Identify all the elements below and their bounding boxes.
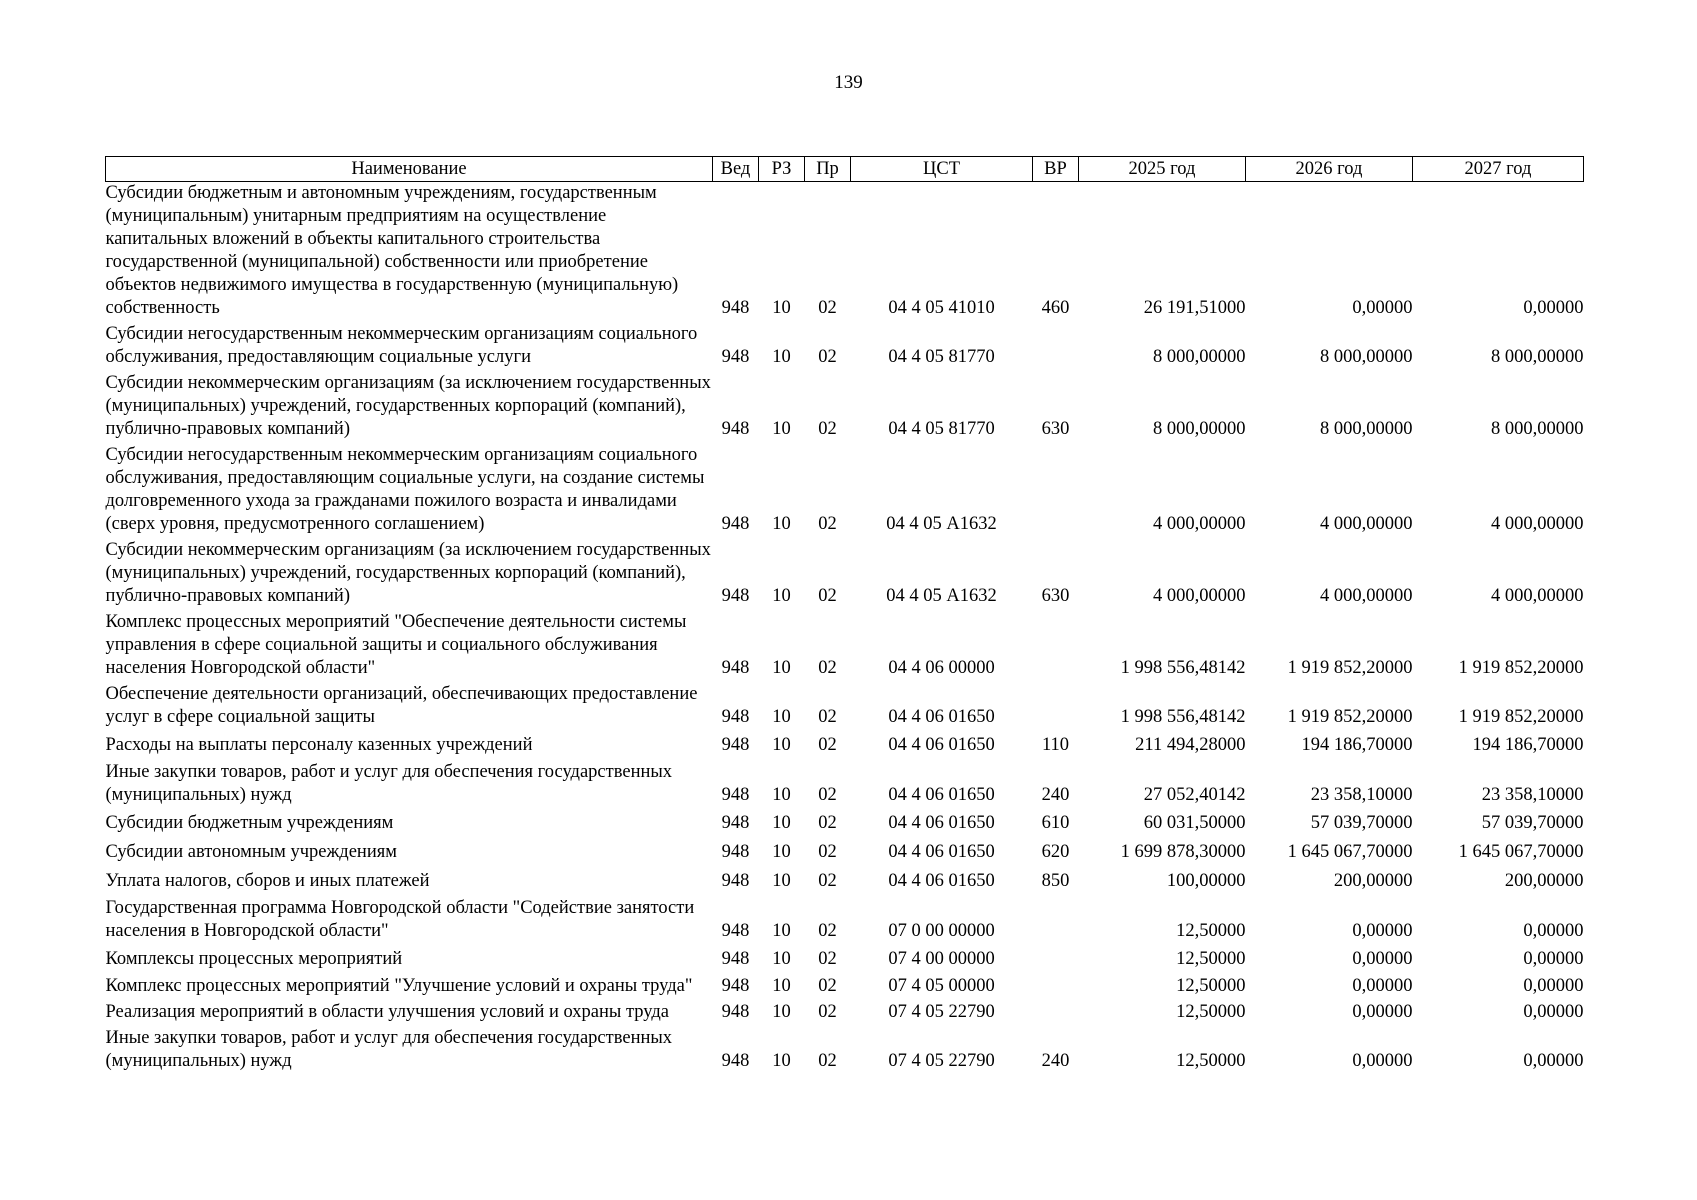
row-vr: [1033, 897, 1079, 946]
row-value-2025: 8 000,00000: [1153, 419, 1246, 439]
row-value-2026: 0,00000: [1352, 921, 1413, 941]
table-row: [106, 839, 1584, 868]
row-value-2025: 4 000,00000: [1153, 514, 1246, 534]
row-vr: 630: [1041, 419, 1070, 439]
row-cst: 04 4 05 81770: [888, 419, 995, 439]
row-rz: 10: [772, 785, 791, 805]
row-value-2026: 23 358,10000: [1310, 785, 1413, 805]
row-vr: [1033, 975, 1079, 1001]
table-row: [106, 732, 1584, 761]
row-cst: 07 4 05 22790: [888, 1051, 995, 1071]
row-value-2027: 0,00000: [1523, 949, 1584, 969]
table-row: [106, 444, 1584, 539]
row-ved: 948: [721, 813, 750, 833]
row-name: Государственная программа Новгородской области "Содействие занятости населения в Новгородской области": [105, 898, 695, 941]
budget-table: [105, 156, 1584, 1076]
row-value-2027: 1 919 852,20000: [1458, 658, 1584, 678]
row-pr: 02: [818, 949, 837, 969]
table-row: [106, 323, 1584, 372]
row-vr: 240: [1041, 1051, 1070, 1071]
row-rz: 10: [772, 707, 791, 727]
table-row: [106, 946, 1584, 975]
table-row: [106, 1027, 1584, 1076]
row-value-2027: 1 919 852,20000: [1458, 707, 1584, 727]
row-pr: 02: [818, 298, 837, 318]
row-ved: 948: [721, 949, 750, 969]
row-rz: 10: [772, 1002, 791, 1022]
row-value-2027: 57 039,70000: [1481, 813, 1584, 833]
row-value-2027: 23 358,10000: [1481, 785, 1584, 805]
row-value-2026: 0,00000: [1352, 976, 1413, 996]
table-row: [106, 539, 1584, 611]
row-rz: 10: [772, 871, 791, 891]
row-ved: 948: [721, 707, 750, 727]
row-pr: 02: [818, 785, 837, 805]
row-ved: 948: [721, 1002, 750, 1022]
row-value-2025: 1 998 556,48142: [1120, 707, 1246, 727]
table-row: [106, 897, 1584, 946]
row-value-2025: 211 494,28000: [1135, 735, 1246, 755]
row-value-2026: 1 645 067,70000: [1287, 842, 1413, 862]
row-value-2027: 8 000,00000: [1491, 347, 1584, 367]
table-row: [106, 1001, 1584, 1027]
row-name: Субсидии негосударственным некоммерческим организациям социального обслуживания, предоставляющим социальные услуги: [105, 324, 698, 367]
header-row: [106, 157, 1584, 182]
row-ved: 948: [721, 586, 750, 606]
row-value-2027: 0,00000: [1523, 1051, 1584, 1071]
row-value-2027: 0,00000: [1523, 976, 1584, 996]
row-value-2025: 100,00000: [1166, 871, 1246, 891]
row-cst: 04 4 06 00000: [888, 658, 995, 678]
row-value-2026: 8 000,00000: [1320, 347, 1413, 367]
row-value-2026: 0,00000: [1352, 298, 1413, 318]
row-cst: 04 4 05 41010: [888, 298, 995, 318]
row-value-2027: 0,00000: [1523, 298, 1584, 318]
row-rz: 10: [772, 514, 791, 534]
row-value-2026: 194 186,70000: [1301, 735, 1413, 755]
row-value-2025: 12,50000: [1176, 921, 1246, 941]
row-pr: 02: [818, 976, 837, 996]
row-cst: 07 4 05 22790: [888, 1002, 995, 1022]
row-name: Субсидии бюджетным учреждениям: [105, 813, 394, 833]
row-cst: 07 4 00 00000: [888, 949, 995, 969]
row-pr: 02: [818, 514, 837, 534]
row-rz: 10: [772, 419, 791, 439]
table-header: [106, 157, 1584, 182]
row-value-2027: 194 186,70000: [1472, 735, 1584, 755]
row-value-2027: 0,00000: [1523, 1002, 1584, 1022]
row-rz: 10: [772, 658, 791, 678]
row-vr: [1033, 683, 1079, 732]
row-rz: 10: [772, 813, 791, 833]
column-header: Вед: [713, 157, 759, 182]
row-name: Комплекс процессных мероприятий "Обеспечение деятельности системы управления в сфере социальной защиты и социального обслуживания населения Новгородской области": [105, 612, 687, 678]
row-cst: 07 0 00 00000: [888, 921, 995, 941]
row-cst: 04 4 05 А1632: [886, 514, 997, 534]
column-header: 2026 год: [1246, 157, 1413, 182]
row-value-2026: 200,00000: [1333, 871, 1413, 891]
table-row: [106, 810, 1584, 839]
row-value-2026: 57 039,70000: [1310, 813, 1413, 833]
row-vr: [1033, 611, 1079, 683]
table-body: [106, 182, 1584, 1077]
row-vr: 240: [1041, 785, 1070, 805]
row-name: Реализация мероприятий в области улучшения условий и охраны труда: [105, 1002, 669, 1022]
row-value-2025: 1 998 556,48142: [1120, 658, 1246, 678]
row-value-2026: 0,00000: [1352, 949, 1413, 969]
row-vr: 460: [1041, 298, 1070, 318]
row-cst: 04 4 06 01650: [888, 785, 995, 805]
table-row: [106, 761, 1584, 810]
row-pr: 02: [818, 735, 837, 755]
row-vr: 110: [1041, 735, 1070, 755]
row-value-2025: 27 052,40142: [1143, 785, 1246, 805]
row-rz: 10: [772, 347, 791, 367]
row-value-2027: 200,00000: [1504, 871, 1584, 891]
row-ved: 948: [721, 735, 750, 755]
row-value-2025: 26 191,51000: [1143, 298, 1246, 318]
row-cst: 04 4 06 01650: [888, 813, 995, 833]
table-row: [106, 182, 1584, 324]
row-value-2025: 12,50000: [1176, 1051, 1246, 1071]
row-ved: 948: [721, 785, 750, 805]
row-name: Субсидии автономным учреждениям: [105, 842, 397, 862]
row-cst: 07 4 05 00000: [888, 976, 995, 996]
row-cst: 04 4 06 01650: [888, 735, 995, 755]
column-header: ЦСТ: [851, 157, 1033, 182]
row-value-2026: 1 919 852,20000: [1287, 707, 1413, 727]
row-pr: 02: [818, 1051, 837, 1071]
row-name: Иные закупки товаров, работ и услуг для обеспечения государственных (муниципальных) нужд: [105, 1028, 673, 1071]
row-name: Субсидии некоммерческим организациям (за исключением государственных (муниципальных) учреждений, государственных корпораций (компаний), публично-правовых компаний): [105, 540, 711, 606]
row-name: Иные закупки товаров, работ и услуг для обеспечения государственных (муниципальных) нужд: [105, 762, 673, 805]
column-header: РЗ: [759, 157, 805, 182]
row-vr: [1033, 323, 1079, 372]
row-rz: 10: [772, 842, 791, 862]
row-pr: 02: [818, 419, 837, 439]
row-value-2025: 12,50000: [1176, 949, 1246, 969]
column-header: Пр: [805, 157, 851, 182]
row-pr: 02: [818, 347, 837, 367]
row-pr: 02: [818, 658, 837, 678]
row-value-2027: 0,00000: [1523, 921, 1584, 941]
row-rz: 10: [772, 949, 791, 969]
row-vr: 630: [1041, 586, 1070, 606]
row-name: Субсидии негосударственным некоммерческим организациям социального обслуживания, предоставляющим социальные услуги, на создание системы долговременного ухода за гражданами пожилого возраста и инвалидами (сверх уровня, предусмотренного соглашением): [105, 445, 705, 534]
row-ved: 948: [721, 298, 750, 318]
row-pr: 02: [818, 1002, 837, 1022]
row-rz: 10: [772, 921, 791, 941]
row-pr: 02: [818, 813, 837, 833]
row-value-2026: 4 000,00000: [1320, 586, 1413, 606]
row-pr: 02: [818, 921, 837, 941]
row-value-2025: 8 000,00000: [1153, 347, 1246, 367]
row-name: Субсидии некоммерческим организациям (за исключением государственных (муниципальных) учреждений, государственных корпораций (компаний), публично-правовых компаний): [105, 373, 711, 439]
row-value-2027: 4 000,00000: [1491, 514, 1584, 534]
row-ved: 948: [721, 419, 750, 439]
column-header: Наименование: [106, 157, 713, 182]
table-row: [106, 683, 1584, 732]
row-cst: 04 4 05 А1632: [886, 586, 997, 606]
row-value-2027: 1 645 067,70000: [1458, 842, 1584, 862]
row-vr: 850: [1041, 871, 1070, 891]
row-cst: 04 4 06 01650: [888, 842, 995, 862]
row-pr: 02: [818, 707, 837, 727]
row-ved: 948: [721, 871, 750, 891]
row-rz: 10: [772, 1051, 791, 1071]
row-name: Расходы на выплаты персоналу казенных учреждений: [105, 735, 533, 755]
row-value-2027: 4 000,00000: [1491, 586, 1584, 606]
row-value-2027: 8 000,00000: [1491, 419, 1584, 439]
column-header: ВР: [1033, 157, 1079, 182]
row-name: Уплата налогов, сборов и иных платежей: [105, 871, 430, 891]
row-vr: 610: [1041, 813, 1070, 833]
row-value-2025: 60 031,50000: [1143, 813, 1246, 833]
row-value-2026: 4 000,00000: [1320, 514, 1413, 534]
row-rz: 10: [772, 976, 791, 996]
table-row: [106, 975, 1584, 1001]
row-name: Комплекс процессных мероприятий "Улучшение условий и охраны труда": [105, 976, 693, 996]
page-number: 139: [834, 72, 863, 93]
row-value-2026: 8 000,00000: [1320, 419, 1413, 439]
row-pr: 02: [818, 871, 837, 891]
row-ved: 948: [721, 1051, 750, 1071]
row-ved: 948: [721, 842, 750, 862]
row-pr: 02: [818, 842, 837, 862]
row-cst: 04 4 06 01650: [888, 871, 995, 891]
column-header: 2027 год: [1413, 157, 1584, 182]
row-cst: 04 4 06 01650: [888, 707, 995, 727]
table-row: [106, 868, 1584, 897]
row-value-2025: 4 000,00000: [1153, 586, 1246, 606]
row-value-2026: 0,00000: [1352, 1051, 1413, 1071]
row-name: Комплексы процессных мероприятий: [105, 949, 403, 969]
row-vr: 620: [1041, 842, 1070, 862]
row-vr: [1033, 1001, 1079, 1027]
row-rz: 10: [772, 586, 791, 606]
row-ved: 948: [721, 658, 750, 678]
row-ved: 948: [721, 514, 750, 534]
row-vr: [1033, 946, 1079, 975]
row-name: Обеспечение деятельности организаций, обеспечивающих предоставление услуг в сфере социальной защиты: [105, 684, 698, 727]
row-value-2025: 12,50000: [1176, 976, 1246, 996]
row-ved: 948: [721, 921, 750, 941]
row-value-2026: 1 919 852,20000: [1287, 658, 1413, 678]
row-ved: 948: [721, 347, 750, 367]
row-value-2025: 12,50000: [1176, 1002, 1246, 1022]
row-rz: 10: [772, 735, 791, 755]
table-row: [106, 372, 1584, 444]
row-value-2025: 1 699 878,30000: [1120, 842, 1246, 862]
row-value-2026: 0,00000: [1352, 1002, 1413, 1022]
row-pr: 02: [818, 586, 837, 606]
table-row: [106, 611, 1584, 683]
column-header: 2025 год: [1079, 157, 1246, 182]
row-cst: 04 4 05 81770: [888, 347, 995, 367]
row-ved: 948: [721, 976, 750, 996]
row-vr: [1033, 444, 1079, 539]
row-name: Субсидии бюджетным и автономным учреждениям, государственным (муниципальным) унитарным предприятиям на осуществление капитальных вложений в объекты капитального строительства государственной (муниципальной) собственности или приобретение объектов недвижимого имущества в государственную (муниципальную) собственность: [105, 183, 679, 318]
row-rz: 10: [772, 298, 791, 318]
